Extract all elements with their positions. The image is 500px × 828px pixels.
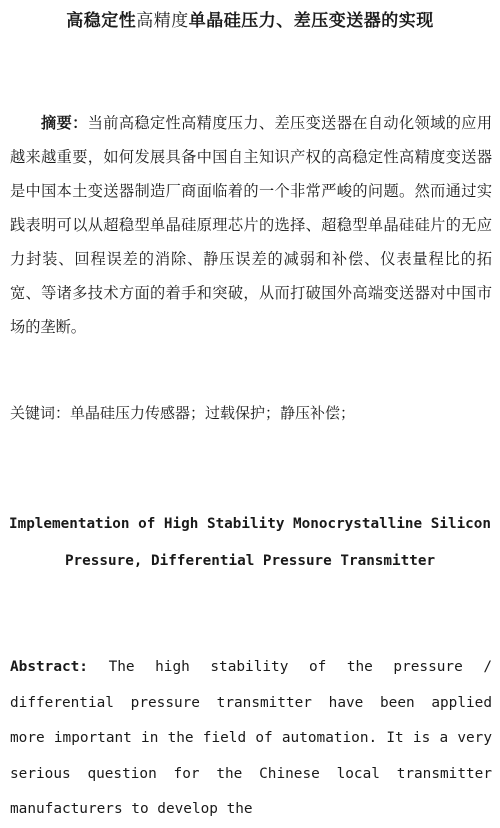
chinese-title-part-2: 高精度 <box>136 11 189 31</box>
chinese-keywords: 关键词：单晶硅压力传感器；过载保护；静压补偿； <box>10 404 356 422</box>
chinese-abstract <box>10 106 492 344</box>
chinese-abstract-text: 当前高稳定性高精度压力、差压变送器在自动化领域的应用越来越重要，如何发展具备中国自主知识产权的高稳定性高精度变送器是中国本土变送器制造厂商面临着的一个非常严峻的问题。然而通过实践表明可以从超稳型单晶硅原理芯片的选择、超稳型单晶硅硅片的无应力封装、回程误差的消除、静压误差的减弱和补偿、仪表量程比的拓宽、等诸多技术方面的着手和突破，从而打破国外高端变送器对中国市场的垄断。 <box>10 114 493 336</box>
english-abstract-text: The high stability of the pressure / differential pressure transmitter have been applied more important in the field of automation. It is a very serious question for the Chinese local transmitter manufacturers to develop the <box>10 659 492 817</box>
english-abstract <box>10 650 492 828</box>
english-title-line-2: Pressure, Differential Pressure Transmitter <box>64 553 436 569</box>
english-title-line-1: Implementation of High Stability Monocrystalline Silicon <box>8 516 492 532</box>
chinese-title-part-1: 高稳定性 <box>66 11 137 31</box>
english-abstract-label: Abstract: <box>10 659 88 675</box>
chinese-title-part-3: 单晶硅压力、差压变送器的实现 <box>188 11 434 31</box>
english-title <box>0 506 500 580</box>
chinese-title <box>0 6 500 31</box>
chinese-abstract-label: 摘要： <box>41 114 88 132</box>
